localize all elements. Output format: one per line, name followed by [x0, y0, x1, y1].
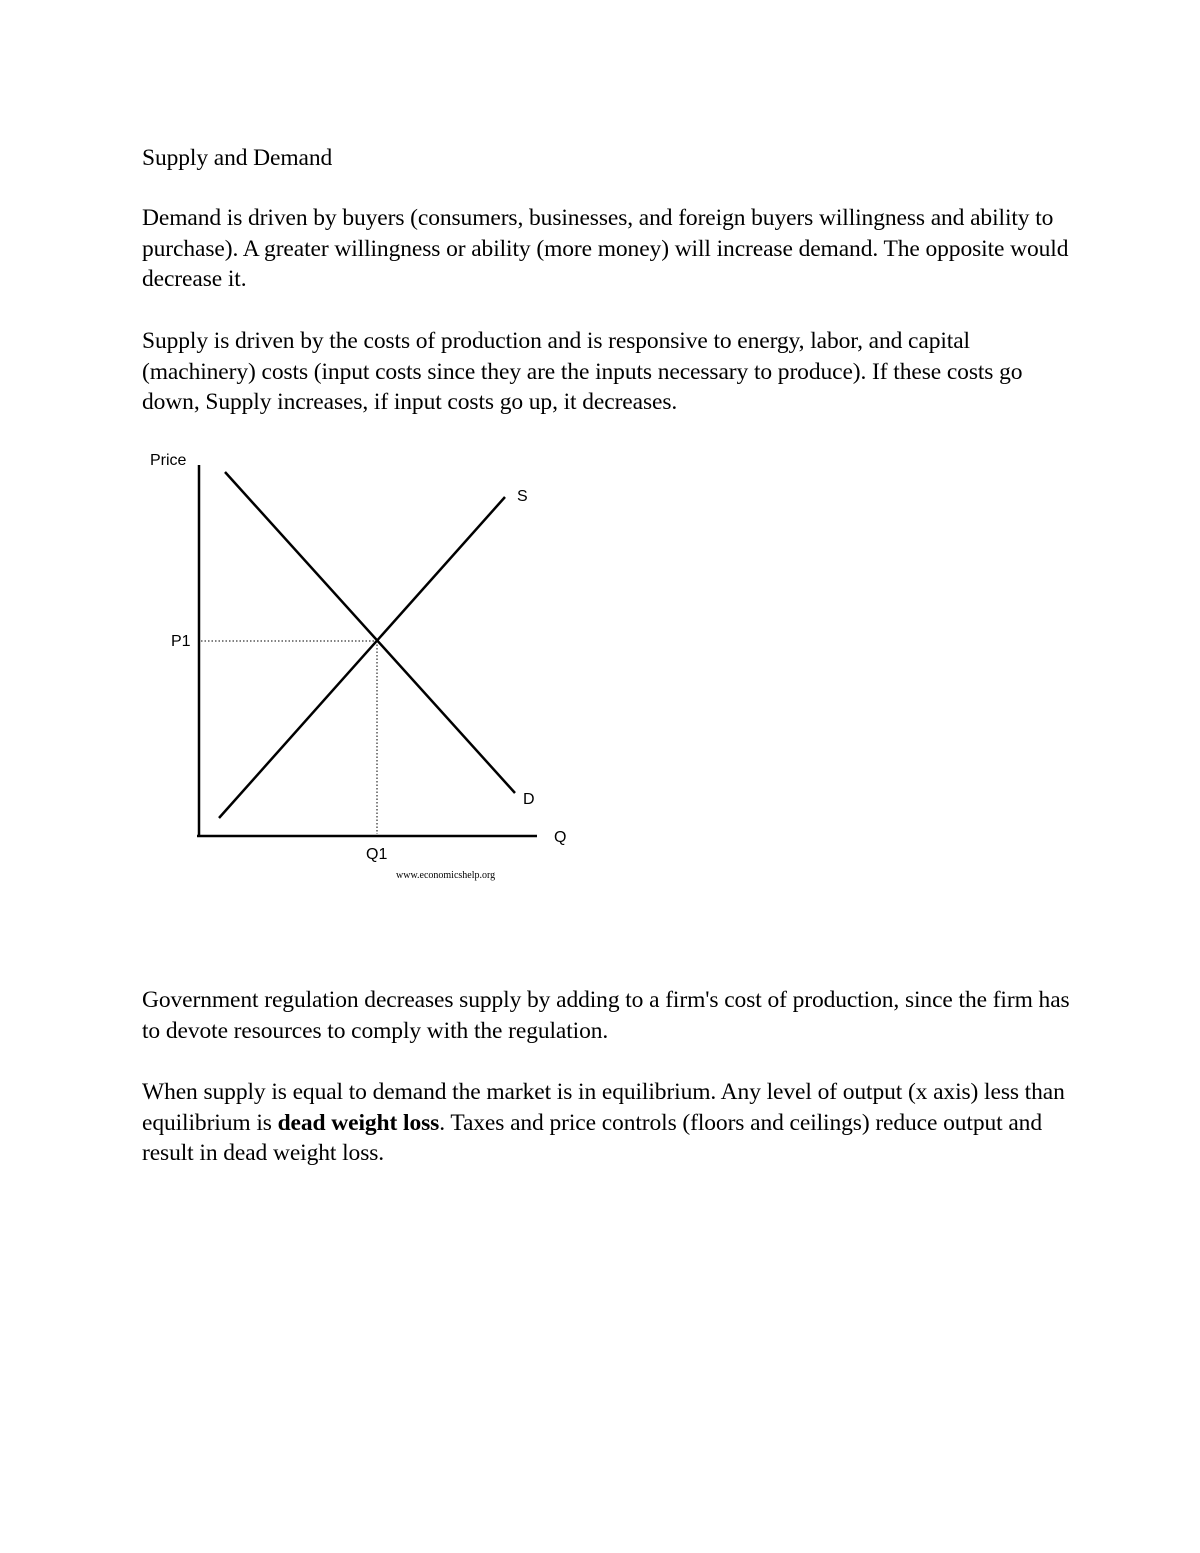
source-credit: www.economicshelp.org: [396, 870, 496, 881]
demand-curve: [225, 472, 515, 793]
demand-label: D: [523, 791, 535, 808]
regulation-paragraph: Government regulation decreases supply by adding to a firm's cost of production, since the firm has to devote resources to comply with the regulation.: [142, 987, 1070, 1044]
x-axis-label: Q: [554, 829, 567, 846]
demand-paragraph: Demand is driven by buyers (consumers, businesses, and foreign buyers willingness and ability to purchase). A greater willingness or ability (more money) will increase demand. The opposite would decrease it.: [142, 205, 1069, 293]
supply-label: S: [517, 488, 528, 505]
quantity-label: Q1: [366, 846, 388, 863]
price-label: P1: [171, 633, 191, 650]
equilibrium-text-start: When supply is equal to demand the market is in equilibrium. Any level of output (x axis) less than equilibrium is: [142, 1079, 1065, 1136]
supply-demand-diagram: [140, 440, 580, 890]
supply-curve: [219, 497, 505, 818]
y-axis-label: Price: [150, 452, 187, 469]
equilibrium-paragraph: [142, 1077, 1072, 1169]
dead-weight-loss-term: dead weight loss: [277, 1109, 440, 1136]
document-title: Supply and Demand: [142, 145, 333, 171]
equilibrium-text-end: . Taxes and price controls (floors and ceilings) reduce output and result in dead weight loss.: [142, 1109, 1042, 1167]
supply-paragraph: Supply is driven by the costs of production and is responsive to energy, labor, and capital (machinery) costs (input costs since they are the inputs necessary to produce). If these costs go down, Supply increases, if input costs go up, it decreases.: [142, 328, 1023, 416]
